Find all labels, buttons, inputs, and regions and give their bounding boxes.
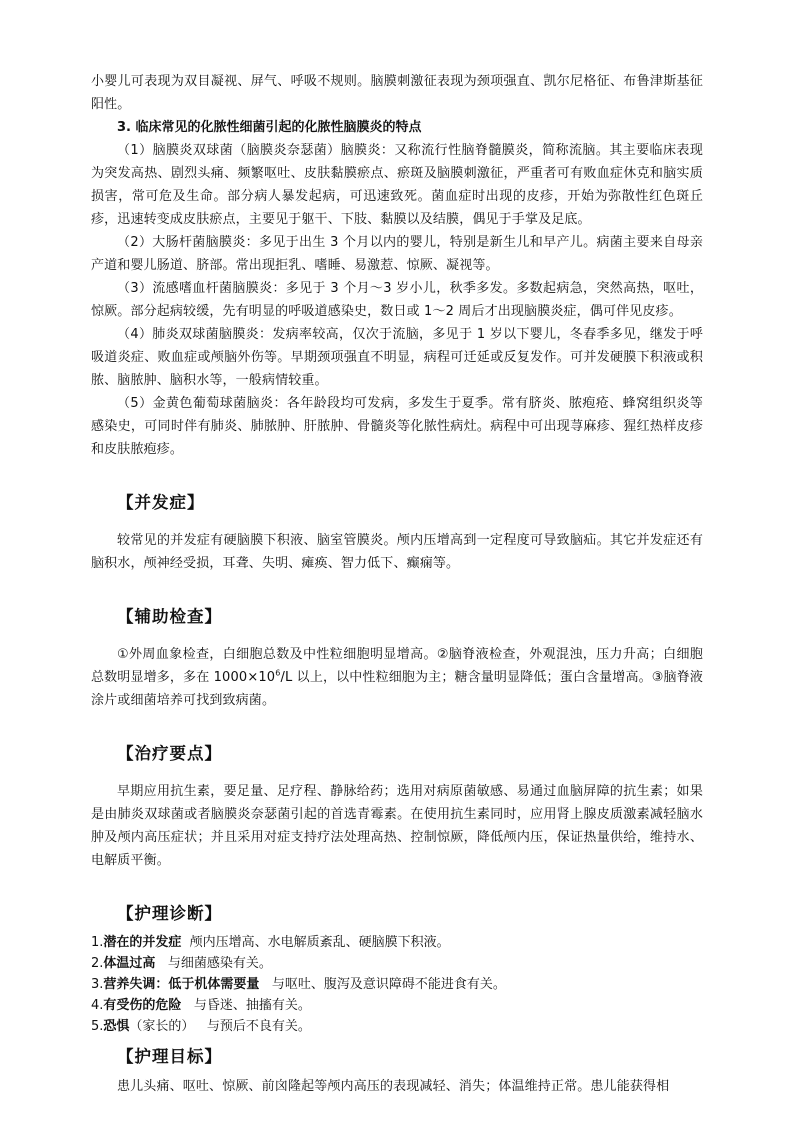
section-title-aux-exam: 【辅助检查】 xyxy=(117,607,222,626)
section-title-nursing-diagnosis: 【护理诊断】 xyxy=(117,904,222,923)
list-item: 2.体温过高 与细菌感染有关。 xyxy=(91,956,272,971)
list-item: 5.恐惧（家长的） 与预后不良有关。 xyxy=(91,1019,311,1034)
section-title-nursing-goals: 【护理目标】 xyxy=(117,1047,222,1066)
paragraph-complications: 较常见的并发症有硬脑膜下积液、脑室管膜炎。颅内压增高到一定程度可导致脑疝。其它并发症还有脑积水，颅神经受损，耳聋、失明、瘫痪、智力低下、癫痫等。 xyxy=(91,533,703,571)
paragraph-nursing-goals: 患儿头痛、呕吐、惊厥、前囟隆起等颅内高压的表现减轻、消失；体温维持正常。患儿能获得相 xyxy=(117,1079,670,1094)
aux-exam-text-b: /L 以上，以中性粒细胞为主；糖含量明显降低；蛋白含量增高。③脑脊液涂片或细菌培养可找到致病菌。 xyxy=(91,670,704,708)
paragraph-treatment: 早期应用抗生素，要足量、足疗程、静脉给药；选用对病原菌敏感、易通过血脑屏障的抗生素；如果是由肺炎双球菌或者脑膜炎奈瑟菌引起的首选青霉素。在使用抗生素同时，应用肾上腺皮质激素减轻脑水肿及颅内高压症状；并且采用对症支持疗法处理高热、控制惊厥，降低颅内压，保证热量供给，维持水、电解质平衡。 xyxy=(91,784,703,868)
paragraph-e-coli: （2）大肠杆菌脑膜炎：多见于出生 3 个月以内的婴儿，特别是新生儿和早产儿。病菌主要来自母亲产道和婴儿肠道、脐部。常出现拒乳、嗜睡、易激惹、惊厥、凝视等。 xyxy=(91,235,703,273)
paragraph-haemophilus: （3）流感嗜血杆菌脑膜炎：多见于 3 个月～3 岁小儿，秋季多发。多数起病急，突然高热，呕吐，惊厥。部分起病较缓，先有明显的呼吸道感染史，数日或 1～2 周后才出现脑膜炎症，偶可伴见皮疹。 xyxy=(91,281,703,319)
paragraph-aux-exam xyxy=(91,643,703,712)
list-item: 1.潜在的并发症 颅内压增高、水电解质紊乱、硬脑膜下积液。 xyxy=(91,935,450,950)
paragraph-signs: 小婴儿可表现为双目凝视、屏气、呼吸不规则。脑膜刺激征表现为颈项强直、凯尔尼格征、布鲁津斯基征阳性。 xyxy=(91,74,703,112)
paragraph-pneumococcal: （4）肺炎双球菌脑膜炎：发病率较高，仅次于流脑，多见于 1 岁以下婴儿，冬春季多见，继发于呼吸道炎症、败血症或颅脑外伤等。早期颈项强直不明显，病程可迁延或反复发作。可并发硬膜下积液或积脓、脑脓肿、脑积水等，一般病情较重。 xyxy=(91,327,703,388)
section-title-complications: 【并发症】 xyxy=(117,493,205,512)
subheading-purulent-meningitis-features: 3. 临床常见的化脓性细菌引起的化脓性脑膜炎的特点 xyxy=(117,120,422,135)
paragraph-staphylococcal: （5）金黄色葡萄球菌脑炎：各年龄段均可发病，多发生于夏季。常有脐炎、脓疱疮、蜂窝组织炎等感染史，可同时伴有肺炎、肺脓肿、肝脓肿、骨髓炎等化脓性病灶。病程中可出现荨麻疹、猩红热样皮疹和皮肤脓疱疹。 xyxy=(91,396,703,457)
aux-exam-text-a: ①外周血象检查，白细胞总数及中性粒细胞明显增高。②脑脊液检查，外观混浊，压力升高；白细胞总数明显增多，多在 1000×10 xyxy=(91,647,703,685)
section-title-treatment: 【治疗要点】 xyxy=(117,744,222,763)
document-page xyxy=(91,70,703,1098)
list-item: 4.有受伤的危险 与昏迷、抽搐有关。 xyxy=(91,998,311,1013)
paragraph-meningococcal: （1）脑膜炎双球菌（脑膜炎奈瑟菌）脑膜炎：又称流行性脑脊髓膜炎，简称流脑。其主要临床表现为突发高热、剧烈头痛、频繁呕吐、皮肤黏膜瘀点、瘀斑及脑膜刺激征，严重者可有败血症休克和脑实质损害，常可危及生命。部分病人暴发起病，可迅速致死。菌血症时出现的皮疹，开始为弥散性红色斑丘疹，迅速转变成皮肤瘀点，主要见于躯干、下肢、黏膜以及结膜，偶见于手掌及足底。 xyxy=(91,143,703,227)
list-item: 3.营养失调：低于机体需要量 与呕吐、腹泻及意识障碍不能进食有关。 xyxy=(91,977,506,992)
aux-exam-superscript: 6 xyxy=(275,668,281,678)
nursing-diagnosis-list xyxy=(91,932,703,1037)
